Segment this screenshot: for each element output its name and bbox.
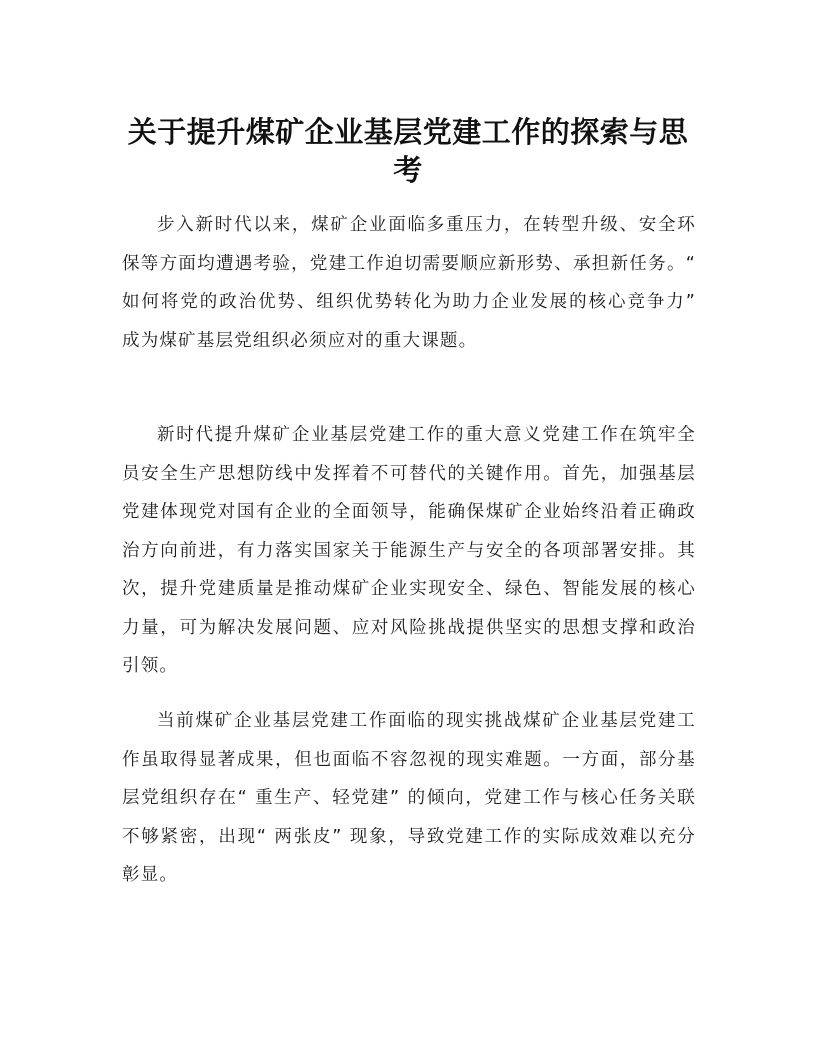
paragraph-significance: 新时代提升煤矿企业基层党建工作的重大意义党建工作在筑牢全员安全生产思想防线中发挥着不可替代的关键作用。首先，加强基层党建体现党对国有企业的全面领导，能确保煤矿企业始终沿着正确政治方向前进，有力落实国家关于能源生产与安全的各项部署安排。其次，提升党建质量是推动煤矿企业实现安全、绿色、智能发展的核心力量，可为解决发展问题、应对风险挑战提供坚实的思想支撑和政治引领。 bbox=[122, 425, 696, 676]
paragraph-introduction: 步入新时代以来，煤矿企业面临多重压力，在转型升级、安全环保等方面均遭遇考验，党建工作迫切需要顺应新形势、承担新任务。“ 如何将党的政治优势、组织优势转化为助力企业发展的核心竞争力” 成为煤矿基层党组织必须应对的重大课题。 bbox=[122, 215, 696, 351]
paragraph-challenges: 当前煤矿企业基层党建工作面临的现实挑战煤矿企业基层党建工作虽取得显著成果，但也面临不容忽视的现实难题。一方面，部分基层党组织存在“ 重生产、轻党建” 的倾向，党建工作与核心任务关联不够紧密，出现“ 两张皮” 现象，导致党建工作的实际成效难以充分彰显。 bbox=[122, 711, 696, 885]
document-title: 关于提升煤矿企业基层党建工作的探索与思考 bbox=[127, 115, 689, 187]
